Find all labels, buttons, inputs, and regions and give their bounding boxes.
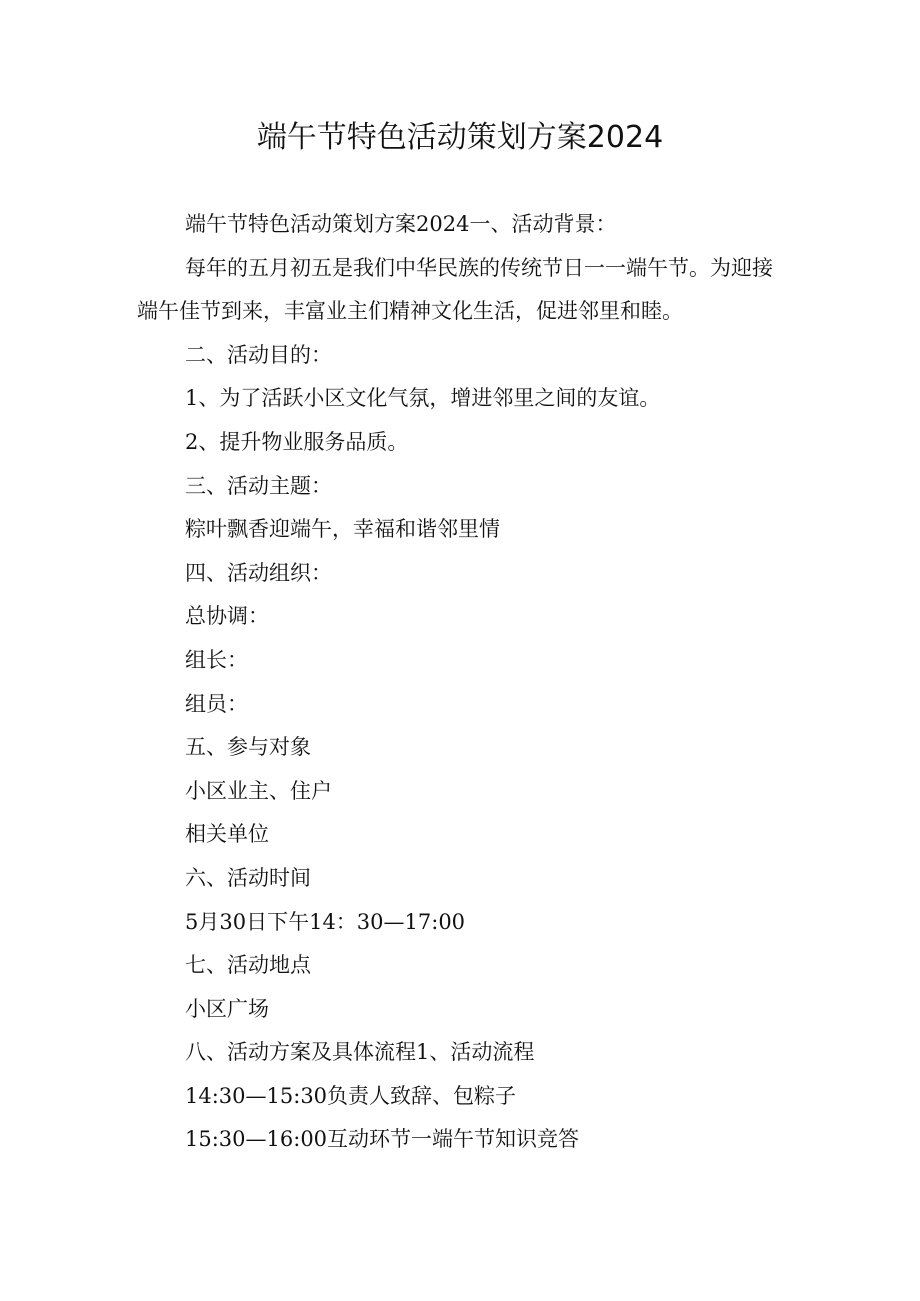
section-heading-time: 六、活动时间 [185, 865, 311, 890]
participants-residents: 小区业主、住户 [185, 778, 332, 803]
section-heading-purpose: 二、活动目的： [185, 342, 332, 367]
section-heading-plan: 八、活动方案及具体流程1、活动流程 [185, 1040, 535, 1065]
org-coordinator: 总协调： [185, 604, 269, 629]
schedule-item-1: 14:30—15:30负责人致辞、包粽子 [185, 1083, 517, 1108]
section-heading-participants: 五、参与对象 [185, 735, 311, 760]
location-text: 小区广场 [185, 996, 269, 1021]
section-heading-organization: 四、活动组织： [185, 560, 332, 585]
list-item-purpose-1: 1、为了活跃小区文化气氛，增进邻里之间的友谊。 [185, 386, 661, 411]
document-body [137, 203, 797, 1162]
theme-text: 粽叶飘香迎端午，幸福和谐邻里情 [185, 517, 500, 542]
paragraph-intro-background: 端午节特色活动策划方案2024一、活动背景： [185, 212, 617, 236]
org-members: 组员： [185, 691, 248, 716]
schedule-item-2: 15:30—16:00互动环节一端午节知识竞答 [185, 1127, 580, 1152]
section-heading-location: 七、活动地点 [185, 953, 311, 978]
section-heading-theme: 三、活动主题： [185, 473, 332, 498]
time-text: 5月30日下午14：30—17:00 [185, 909, 466, 934]
paragraph-background-text: 每年的五月初五是我们中华民族的传统节日一一端午节。为迎接端午佳节到来，丰富业主们精神文化生活，促进邻里和睦。 [137, 255, 773, 324]
participants-units: 相关单位 [185, 822, 269, 847]
list-item-purpose-2: 2、提升物业服务品质。 [185, 429, 409, 454]
org-leader: 组长： [185, 647, 248, 672]
document-title: 端午节特色活动策划方案2024 [256, 120, 664, 155]
